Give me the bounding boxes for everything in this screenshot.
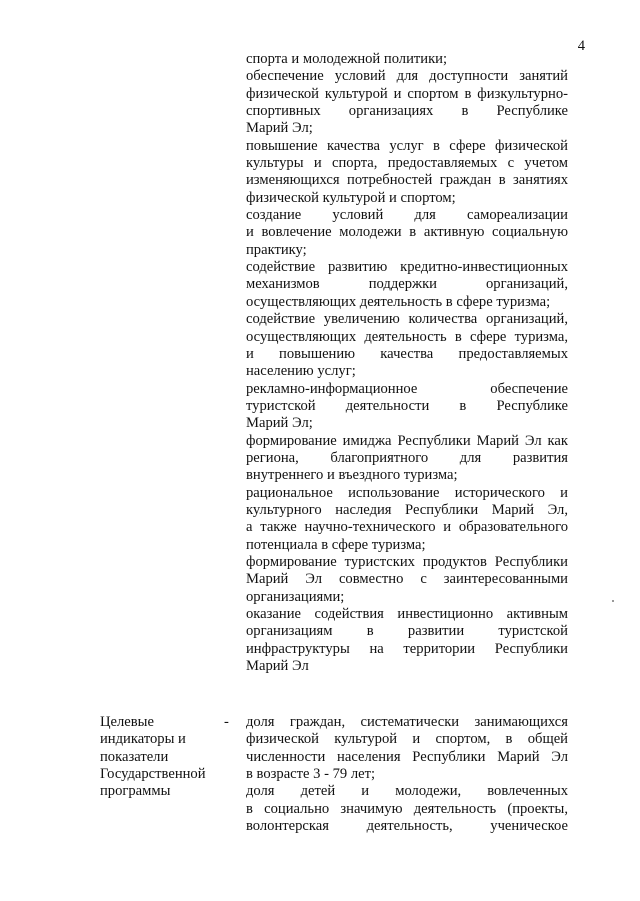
- text-line: практику;: [246, 241, 307, 258]
- text-line: Марий Эл совместно с заинтересованными: [246, 571, 568, 588]
- goals-text-block: [246, 51, 568, 675]
- text-line: численности населения Республики Марий Эл: [246, 748, 568, 765]
- text-line: формирование имиджа Республики Марий Эл как: [246, 432, 568, 449]
- label-line: программы: [100, 783, 171, 800]
- label-line: индикаторы и: [100, 731, 186, 748]
- text-line: Марий Эл: [246, 658, 309, 675]
- text-line: а также научно-технического и образовательного: [246, 519, 568, 536]
- text-line: физической культурой и спортом;: [246, 189, 456, 206]
- text-line: в возрасте 3 - 79 лет;: [246, 766, 376, 783]
- text-line: Марий Эл;: [246, 120, 313, 137]
- text-line: доля детей и молодежи, вовлеченных: [246, 783, 568, 800]
- text-line: волонтерская деятельность, ученическое: [246, 818, 568, 835]
- text-line: рациональное использование исторического и: [246, 484, 568, 501]
- page-number: 4: [577, 38, 585, 54]
- text-line: региона, благоприятного для развития: [246, 449, 568, 466]
- text-line: оказание содействия инвестиционно активным: [246, 606, 568, 622]
- text-line: культурного наследия Республики Марий Эл,: [246, 501, 568, 518]
- indicators-text-block: [246, 714, 568, 835]
- text-line: спортивных организациях в Республике: [246, 103, 568, 120]
- label-line: Государственной: [100, 766, 206, 783]
- text-line: осуществляющих деятельность в сфере туризма,: [246, 328, 568, 345]
- text-line: физической культурой и спортом, в общей: [246, 731, 568, 748]
- text-line: организациями;: [246, 588, 345, 605]
- text-line: инфраструктуры на территории Республики: [246, 640, 568, 657]
- indicators-label: [100, 714, 218, 801]
- text-line: рекламно-информационное обеспечение: [246, 380, 568, 397]
- text-line: содействие увеличению количества организаций,: [246, 311, 568, 328]
- text-line: и вовлечение молодежи в активную социальную: [246, 224, 568, 241]
- text-line: доля граждан, систематически занимающихся: [246, 714, 568, 730]
- text-line: физической культурой и спортом в физкультурно-: [246, 85, 568, 102]
- text-line: изменяющихся потребностей граждан в занятиях: [246, 172, 568, 189]
- text-line: организациям в развитии туристской: [246, 623, 568, 640]
- label-line: Целевые: [100, 714, 154, 730]
- text-line: механизмов поддержки организаций,: [246, 276, 568, 293]
- text-line: культуры и спорта, предоставляемых с учетом: [246, 155, 568, 172]
- text-line: осуществляющих деятельность в сфере туризма;: [246, 293, 551, 310]
- text-line: повышение качества услуг в сфере физической: [246, 137, 568, 154]
- text-line: туристской деятельности в Республике: [246, 397, 568, 414]
- text-line: и повышению качества предоставляемых: [246, 345, 568, 362]
- text-line: формирование туристских продуктов Республики: [246, 553, 568, 570]
- text-line: обеспечение условий для доступности занятий: [246, 68, 568, 85]
- text-line: в социально значимую деятельность (проекты,: [246, 800, 568, 817]
- text-line: создание условий для самореализации: [246, 207, 568, 224]
- label-dash: -: [224, 714, 229, 730]
- text-line: содействие развитию кредитно-инвестиционных: [246, 259, 568, 276]
- text-line: спорта и молодежной политики;: [246, 51, 448, 67]
- text-line: потенциала в сфере туризма;: [246, 536, 426, 553]
- text-line: населению услуг;: [246, 363, 356, 380]
- scan-speck: [612, 600, 614, 602]
- text-line: Марий Эл;: [246, 415, 313, 432]
- text-line: внутреннего и въездного туризма;: [246, 467, 458, 484]
- label-line: показатели: [100, 748, 169, 765]
